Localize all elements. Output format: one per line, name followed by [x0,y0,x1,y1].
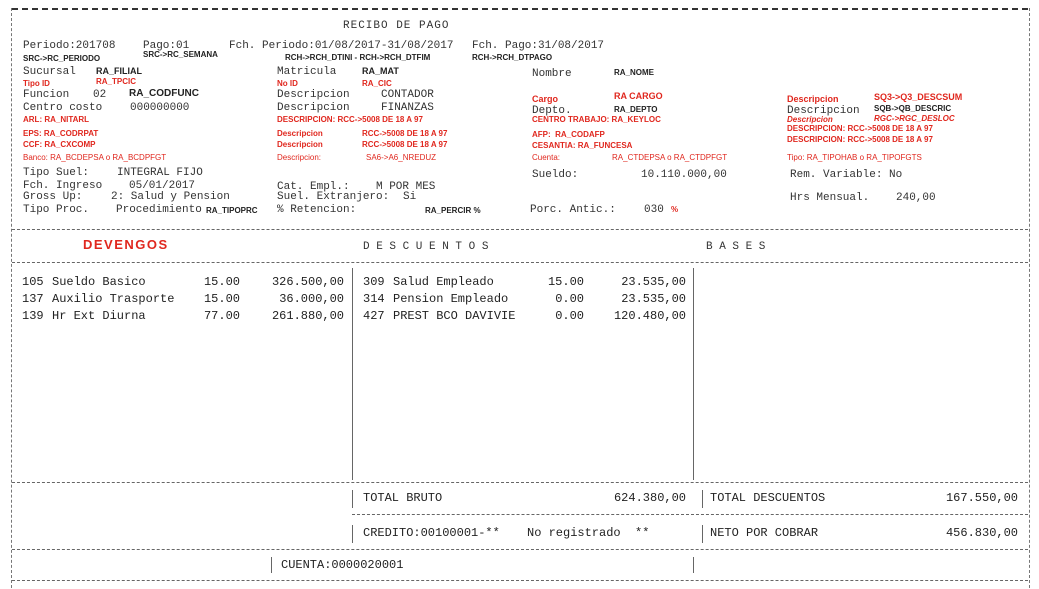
descripcion-rcc-right-2: DESCRIPCION: RCC->5008 DE 18 A 97 [787,135,933,144]
funcion-value: 02 [93,89,107,101]
cuenta-sep [271,557,272,573]
total-bruto-value: 624.380,00 [613,491,686,505]
centro-costo-value: 000000000 [130,102,190,114]
devengo-code: 105 [22,275,44,289]
porc-symbol: % [671,205,679,214]
devengo-code: 139 [22,309,44,323]
ra-tipoprc: RA_TIPOPRC [206,206,258,215]
receipt-title: RECIBO DE PAGO [343,20,450,32]
periodo: Periodo:201708 [23,40,116,52]
tipo-proc-label: Tipo Proc. [23,204,90,216]
totals-sep-2 [702,490,703,508]
descuento-amount: 23.535,00 [621,275,686,289]
right-border [1029,8,1030,588]
rcc-ccf: RCC->5008 DE 18 A 97 [362,140,448,149]
descripcion-label-2: Descripcion [277,102,350,114]
credito-sep-1 [352,525,353,543]
ra-tpcic: RA_TPCIC [96,77,137,86]
ra-codfunc: RA_CODFUNC [129,88,199,99]
hrs-mensual-value: 240,00 [896,192,936,204]
porc-antic-value: 030 [644,204,664,216]
ra-cic: RA_CIC [362,79,392,88]
depto-label: Depto. [532,105,572,117]
divider-section [12,262,1028,263]
credito: CREDITO:00100001-** [363,526,500,540]
afp: AFP: RA_CODAFP [532,130,605,139]
src-semana: SRC->RC_SEMANA [143,50,218,59]
gross-up-value: 2: Salud y Pension [111,191,230,203]
total-descuentos-label: TOTAL DESCUENTOS [710,491,826,505]
neto-value: 456.830,00 [945,526,1018,540]
cuenta-label: Cuenta: [532,153,561,162]
matricula-code: RA_MAT [362,66,399,76]
bases-heading: B A S E S [706,241,766,253]
descripcion-small: Descripcion [787,115,833,124]
desc-ccf: Descripcion [277,140,323,149]
sucursal-code: RA_FILIAL [96,66,142,76]
cargo-label: Cargo [532,94,559,104]
centro-trabajo: CENTRO TRABAJO: RA_KEYLOC [532,115,661,124]
no-id: No ID [277,79,298,88]
ra-depto: RA_DEPTO [614,105,658,114]
descripcion-rcc-right: DESCRIPCION: RCC->5008 DE 18 A 97 [787,124,933,133]
fch-ingreso-value: 05/01/2017 [129,180,196,192]
divider-top [12,229,1028,230]
top-border [12,8,1028,10]
devengo-qty: 77.00 [203,309,240,323]
descuento-code: 309 [363,275,385,289]
sq3-descsum: SQ3->Q3_DESCSUM [874,92,963,102]
col-sep-2 [693,268,694,480]
cuenta: CUENTA:0000020001 [281,558,404,572]
descuento-qty: 0.00 [555,309,584,323]
banco: Banco: RA_BCDEPSA o RA_BCDPFGT [23,153,167,162]
total-bruto-label: TOTAL BRUTO [363,491,443,505]
sqb-descric: SQB->QB_DESCRIC [874,104,952,113]
devengos-heading: DEVENGOS [83,237,169,252]
tipo-suel-label: Tipo Suel: [23,167,90,179]
nombre-code: RA_NOME [614,68,655,77]
divider-credito [352,514,1028,515]
descuento-qty: 15.00 [547,275,584,289]
centro-costo-label: Centro costo [23,102,103,114]
descuentos-heading: D E S C U E N T O S [363,241,489,253]
centro-desc: FINANZAS [381,102,434,114]
descuento-amount: 120.480,00 [613,309,686,323]
cat-empl-label: Cat. Empl.: [277,181,350,193]
gross-up-label: Gross Up: [23,191,83,203]
matricula-label: Matricula [277,66,337,78]
rem-variable-value: No [889,169,903,181]
porc-antic-label: Porc. Antic.: [530,204,616,216]
ra-percir: RA_PERCIR % [425,206,481,215]
devengo-amount: 261.880,00 [271,309,344,323]
retencion-label: % Retencion: [277,204,357,216]
suel-extranjero-label: Suel. Extranjero: [277,191,390,203]
devengo-amount: 36.000,00 [279,292,344,306]
tipo-suel-value: INTEGRAL FIJO [117,167,203,179]
rgc-desloc: RGC->RGC_DESLOC [874,114,955,123]
nombre-label: Nombre [532,68,572,80]
rem-variable-label: Rem. Variable: [790,169,883,181]
cuenta-sep-2 [693,557,694,573]
descuento-name: PREST BCO DAVIVIE [393,309,516,323]
bottom-border [12,580,1028,581]
devengo-name: Hr Ext Diurna [52,309,146,323]
divider-cuenta [12,549,1028,550]
rch-dtpago: RCH->RCH_DTPAGO [472,53,553,62]
descuento-code: 427 [363,309,385,323]
credito-sep-2 [702,525,703,543]
ccf: CCF: RA_CXCOMP [23,140,96,149]
devengo-amount: 326.500,00 [271,275,344,289]
descuento-amount: 23.535,00 [621,292,686,306]
sa6-nreduz: SA6->A6_NREDUZ [366,153,437,162]
divider-totals [12,482,1028,483]
desc-banco: Descripcion: [277,153,322,162]
tipo-id: Tipo ID [23,79,50,88]
fch-ingreso-label: Fch. Ingreso [23,180,103,192]
funcion-label: Funcion [23,89,70,101]
left-border [11,8,12,588]
descuento-qty: 0.00 [555,292,584,306]
descuento-name: Pension Empleado [393,292,509,306]
descripcion-rcc-1: DESCRIPCION: RCC->5008 DE 18 A 97 [277,115,423,124]
devengo-qty: 15.00 [203,292,240,306]
devengo-qty: 15.00 [203,275,240,289]
sucursal-label: Sucursal [23,66,76,78]
devengo-name: Auxilio Trasporte [52,292,175,306]
tipo-hab: Tipo: RA_TIPOHAB o RA_TIPOFGTS [787,153,922,162]
descripcion-red: Descripcion [787,94,839,104]
arl: ARL: RA_NITARL [23,115,90,124]
suel-extranjero-value: Si [403,191,417,203]
pago: Pago:01 [143,40,190,52]
no-registrado: No registrado ** [527,526,650,540]
descuento-code: 314 [363,292,385,306]
cat-empl-value: M POR MES [376,181,436,193]
tipo-proc-value: Procedimiento [116,204,202,216]
rcc-eps: RCC->5008 DE 18 A 97 [362,129,448,138]
funcion-desc: CONTADOR [381,89,434,101]
sueldo-label: Sueldo: [532,169,579,181]
eps: EPS: RA_CODRPAT [23,129,99,138]
desc-eps: Descripcion [277,129,323,138]
src-periodo: SRC->RC_PERIODO [23,54,101,63]
hrs-mensual-label: Hrs Mensual. [790,192,870,204]
descuento-name: Salud Empleado [393,275,494,289]
neto-label: NETO POR COBRAR [710,526,819,540]
total-descuentos-value: 167.550,00 [945,491,1018,505]
devengo-code: 137 [22,292,44,306]
fch-pago: Fch. Pago:31/08/2017 [472,40,605,52]
rch-dtini: RCH->RCH_DTINI - RCH->RCH_DTFIM [285,53,431,62]
cesantia: CESANTIA: RA_FUNCESA [532,141,633,150]
descripcion-label-3: Descripcion [787,105,860,117]
totals-sep-1 [352,490,353,508]
sueldo-value: 10.110.000,00 [641,169,727,181]
ra-cargo: RA CARGO [614,91,663,101]
descripcion-label: Descripcion [277,89,350,101]
cuenta-code: RA_CTDEPSA o RA_CTDPFGT [612,153,728,162]
col-sep-1 [352,268,353,480]
devengo-name: Sueldo Basico [52,275,146,289]
fch-periodo: Fch. Periodo:01/08/2017-31/08/2017 [229,40,454,52]
